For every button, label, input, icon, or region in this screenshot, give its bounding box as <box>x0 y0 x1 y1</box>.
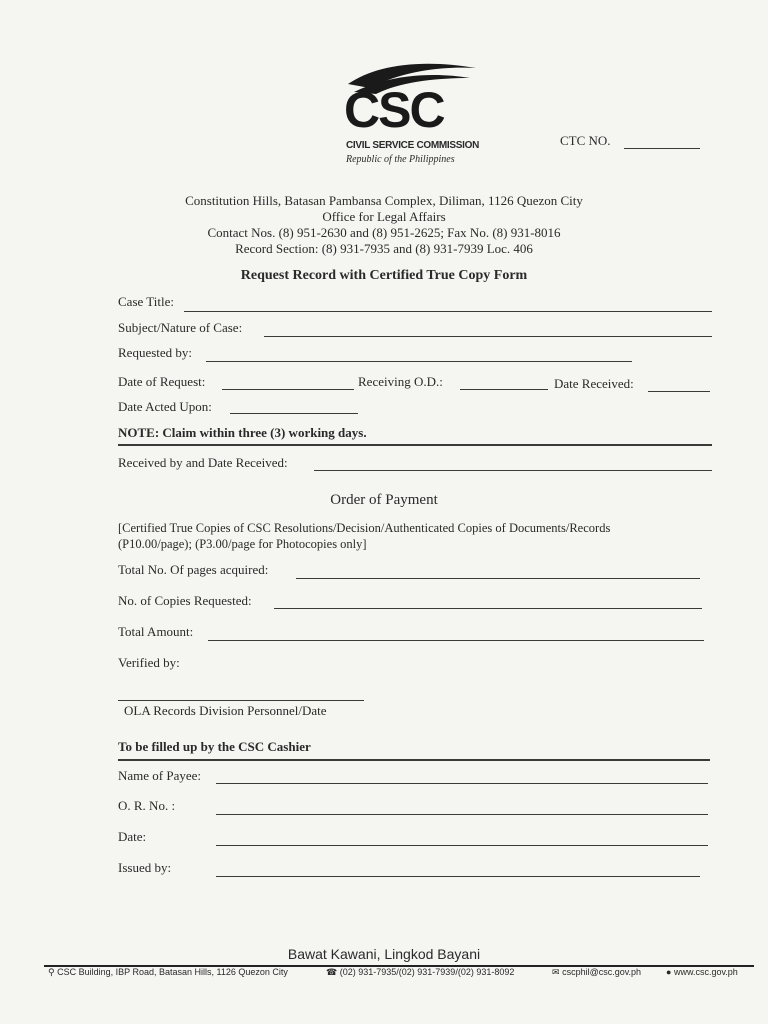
verified-signature-line[interactable] <box>118 700 364 701</box>
address-line-1: Constitution Hills, Batasan Pambansa Complex, Diliman, 1126 Quezon City <box>185 193 583 208</box>
requested-by-label: Requested by: <box>118 345 193 360</box>
logo-acronym: CSC <box>344 82 444 138</box>
footer-email[interactable]: cscphil@csc.gov.ph <box>562 967 642 977</box>
date-of-request-line[interactable] <box>222 389 354 390</box>
footer-phone-block <box>326 967 514 978</box>
form-title: Request Record with Certified True Copy Form <box>240 268 528 283</box>
payment-title: Order of Payment <box>330 492 438 508</box>
date-label: Date: <box>118 829 147 844</box>
footer-website[interactable]: www.csc.gov.ph <box>673 967 738 977</box>
cashier-heading: To be filled up by the CSC Cashier <box>118 739 311 754</box>
verified-by-label: Verified by: <box>118 655 180 670</box>
date-received-line[interactable] <box>648 391 710 392</box>
note-divider <box>118 444 712 446</box>
total-pages-line[interactable] <box>296 578 700 579</box>
logo-tagline: Republic of the Philippines <box>346 154 455 165</box>
address-line-3: Contact Nos. (8) 951-2630 and (8) 951-2625; Fax No. (8) 931-8016 <box>207 225 561 240</box>
case-title-label: Case Title: <box>118 294 174 309</box>
globe-icon: ● <box>666 967 672 977</box>
phone-icon: ☎ <box>326 967 338 977</box>
subject-line[interactable] <box>264 336 712 337</box>
footer-address: CSC Building, IBP Road, Batasan Hills, 1126 Quezon City <box>57 967 288 977</box>
payee-line[interactable] <box>216 783 708 784</box>
issued-by-label: Issued by: <box>118 860 172 875</box>
date-acted-label: Date Acted Upon: <box>118 399 212 414</box>
total-amount-line[interactable] <box>208 640 704 641</box>
footer-phones: (02) 931-7935/(02) 931-7939/(02) 931-8092 <box>339 967 515 977</box>
case-title-line[interactable] <box>184 311 712 312</box>
subject-label: Subject/Nature of Case: <box>118 320 243 335</box>
date-line[interactable] <box>216 845 708 846</box>
date-acted-line[interactable] <box>230 413 358 414</box>
issued-by-line[interactable] <box>216 876 700 877</box>
cashier-divider <box>118 759 710 761</box>
date-of-request-label: Date of Request: <box>118 374 206 389</box>
received-by-label: Received by and Date Received: <box>118 455 288 470</box>
address-line-2: Office for Legal Affairs <box>322 209 446 224</box>
received-by-line[interactable] <box>314 470 712 471</box>
copies-line[interactable] <box>274 608 702 609</box>
footer-address-block <box>48 967 288 978</box>
personnel-label: OLA Records Division Personnel/Date <box>124 703 327 718</box>
csc-logo <box>340 58 480 168</box>
receiving-od-label: Receiving O.D.: <box>358 374 443 389</box>
footer-web-block <box>666 967 738 977</box>
copies-label: No. of Copies Requested: <box>118 593 252 608</box>
logo-name: CIVIL SERVICE COMMISSION <box>346 140 480 151</box>
payee-label: Name of Payee: <box>118 768 202 783</box>
footer-motto: Bawat Kawani, Lingkod Bayani <box>287 946 481 962</box>
claim-note: NOTE: Claim within three (3) working days. <box>118 425 367 440</box>
location-pin-icon: ⚲ <box>48 967 55 977</box>
ctc-no-line[interactable] <box>624 148 700 149</box>
ctc-no-label: CTC NO. <box>560 133 611 148</box>
or-no-line[interactable] <box>216 814 708 815</box>
date-received-label: Date Received: <box>554 376 634 391</box>
total-amount-label: Total Amount: <box>118 624 194 639</box>
payment-description-1: [Certified True Copies of CSC Resolutions/Decision/Authenticated Copies of Documents/Records <box>118 521 611 535</box>
total-pages-label: Total No. Of pages acquired: <box>118 562 269 577</box>
address-line-4: Record Section: (8) 931-7935 and (8) 931-7939 Loc. 406 <box>235 241 533 256</box>
receiving-od-line[interactable] <box>460 389 548 390</box>
footer-email-block <box>552 967 641 978</box>
requested-by-line[interactable] <box>206 361 632 362</box>
payment-description-2: (P10.00/page); (P3.00/page for Photocopies only] <box>118 537 367 551</box>
email-icon: ✉ <box>552 967 560 977</box>
or-no-label: O. R. No. : <box>118 798 176 813</box>
